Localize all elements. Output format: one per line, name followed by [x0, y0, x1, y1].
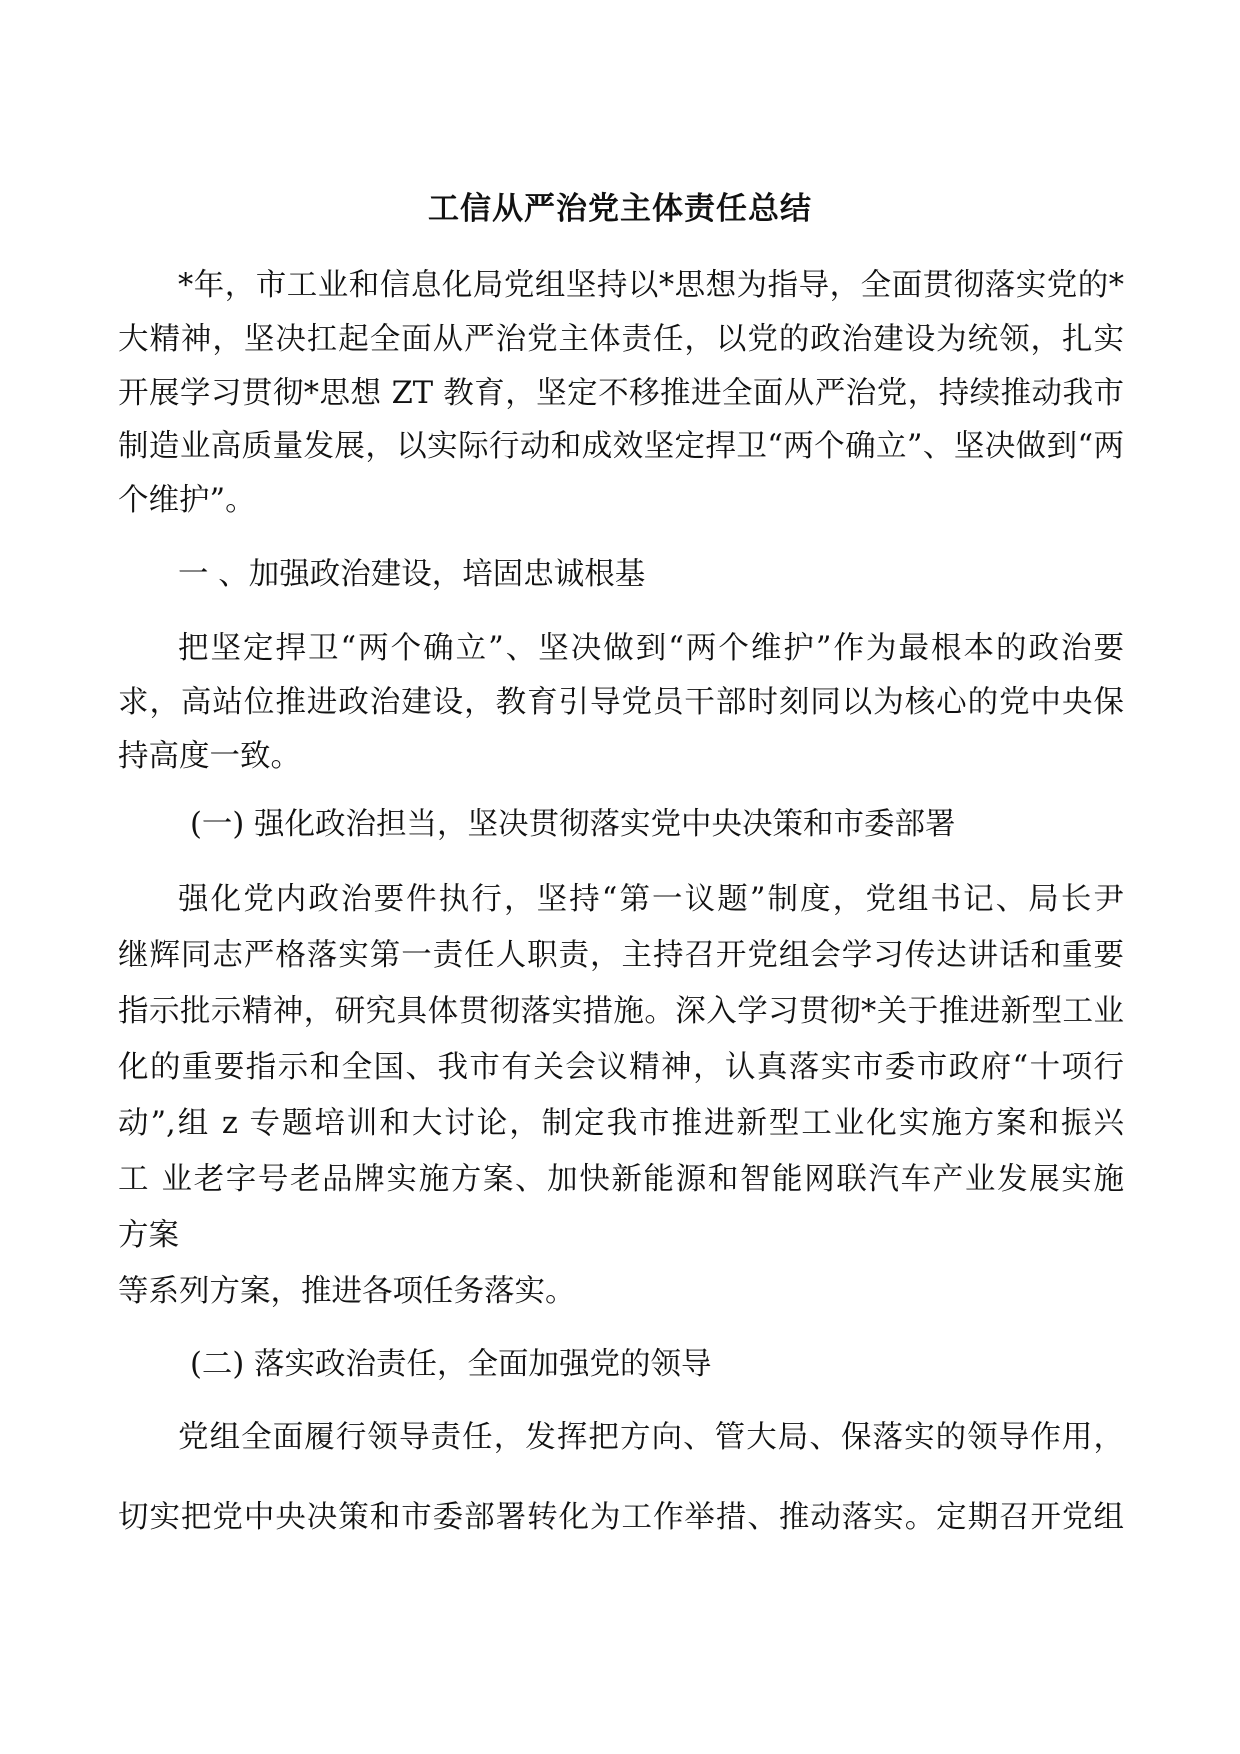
subsection-1-heading: (一) 强化政治担当，坚决贯彻落实党中央决策和市委部署 [190, 807, 956, 842]
subsection-2-line-2: 切实把党中央决策和市委部署转化为工作举措、推动落实。定期召开党组 [118, 1500, 1124, 1535]
section-1-line-3: 持高度一致。 [118, 739, 301, 774]
subsection-1-line-5: 动”,组 z 专题培训和大讨论，制定我市推进新型工业化实施方案和振兴 [118, 1106, 1124, 1141]
section-1-line-2: 求，高站位推进政治建设，教育引导党员干部时刻同以为核心的党中央保 [118, 685, 1124, 720]
subsection-1-line-8: 等系列方案，推进各项任务落实。 [118, 1274, 576, 1309]
subsection-1-line-3: 指示批示精神，研究具体贯彻落实措施。深入学习贯彻*关于推进新型工业 [118, 994, 1124, 1029]
intro-line-5: 个维护”。 [118, 483, 256, 518]
section-1-heading: 一 、加强政治建设，培固忠诚根基 [178, 557, 646, 592]
subsection-1-line-4: 化的重要指示和全国、我市有关会议精神，认真落实市委市政府“十项行 [118, 1050, 1124, 1085]
document-title: 工信从严治党主体责任总结 [428, 191, 812, 227]
intro-line-4: 制造业高质量发展，以实际行动和成效坚定捍卫“两个确立”、坚决做到“两 [118, 429, 1124, 464]
section-1-line-1: 把坚定捍卫“两个确立”、坚决做到“两个维护”作为最根本的政治要 [178, 631, 1124, 666]
subsection-1-line-2: 继辉同志严格落实第一责任人职责，主持召开党组会学习传达讲话和重要 [118, 938, 1124, 973]
subsection-1-line-6: 工 业老字号老品牌实施方案、加快新能源和智能网联汽车产业发展实施 [118, 1162, 1124, 1197]
intro-line-1: *年，市工业和信息化局党组坚持以*思想为指导，全面贯彻落实党的* [178, 268, 1124, 303]
subsection-2-heading: (二) 落实政治责任，全面加强党的领导 [190, 1347, 712, 1382]
subsection-1-line-7: 方案 [118, 1218, 179, 1253]
intro-line-3: 开展学习贯彻*思想 ZT 教育，坚定不移推进全面从严治党，持续推动我市 [118, 376, 1124, 411]
subsection-2-line-1: 党组全面履行领导责任，发挥把方向、管大局、保落实的领导作用， [178, 1420, 1124, 1455]
intro-line-2: 大精神，坚决扛起全面从严治党主体责任，以党的政治建设为统领，扎实 [118, 322, 1124, 357]
subsection-1-line-1: 强化党内政治要件执行，坚持“第一议题”制度，党组书记、局长尹 [178, 882, 1124, 917]
